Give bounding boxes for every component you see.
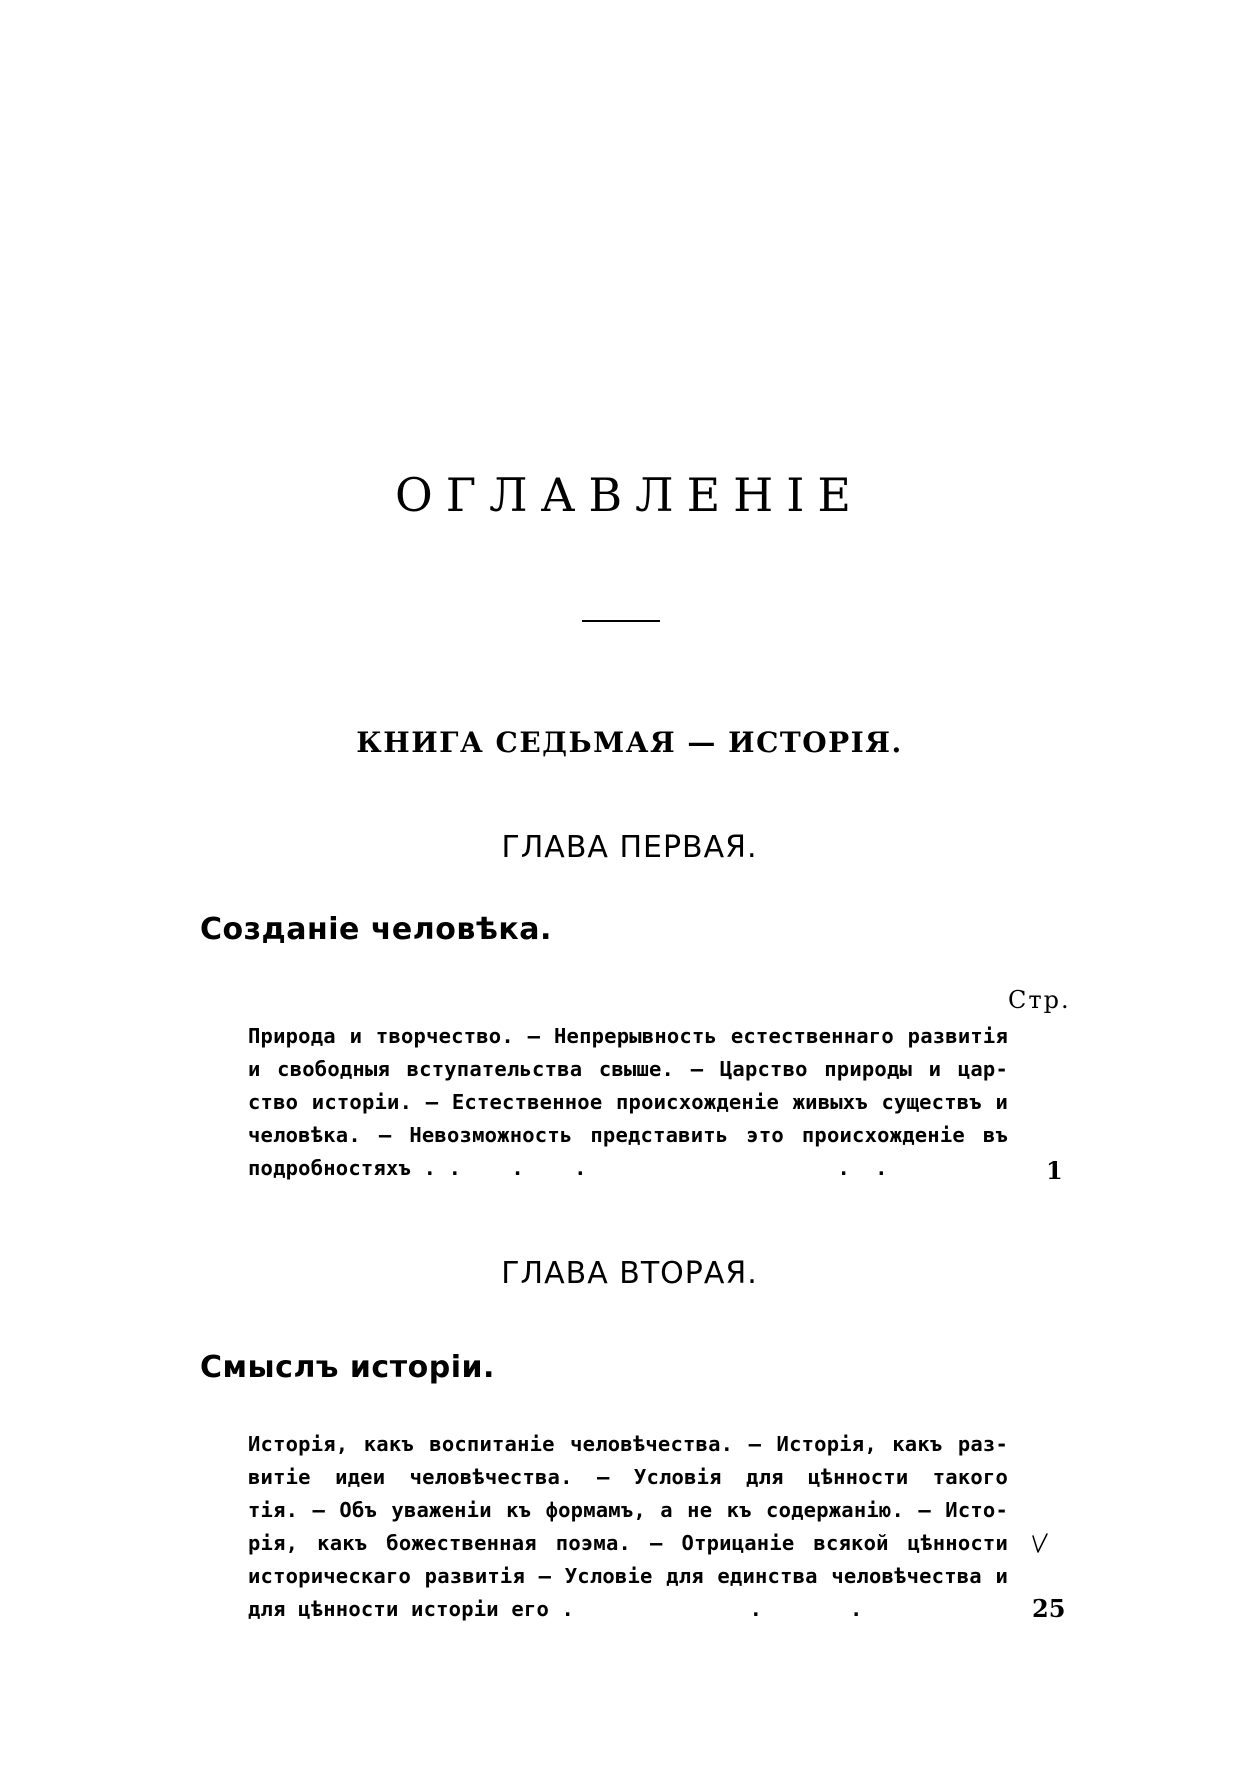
summary-line: ство исторіи. — Естественное происхожденіе живыхъ существъ и	[248, 1090, 1008, 1114]
summary-line: витіе идеи человѣчества. — Условія для цѣнности такого	[248, 1465, 1008, 1489]
chapter-heading: ГЛАВА ПЕРВАЯ.	[501, 830, 758, 865]
chapter-summary	[248, 1020, 1008, 1185]
book-heading: КНИГА СЕДЬМАЯ — ИСТОРІЯ.	[356, 726, 903, 759]
page-title: ОГЛАВЛЕНІЕ	[394, 468, 865, 522]
summary-line: Природа и творчество. — Непрерывность естественнаго развитія	[248, 1024, 1008, 1048]
summary-line: рія, какъ божественная поэма. — Отрицаніе всякой цѣнности	[248, 1531, 1008, 1555]
page-number: 1	[1046, 1156, 1063, 1185]
summary-line: и свободныя вступательства свыше. — Царство природы и цар-	[248, 1057, 1008, 1081]
summary-line: Исторія, какъ воспитаніе человѣчества. — Исторія, какъ раз-	[248, 1432, 1008, 1456]
page-number: 25	[1032, 1594, 1066, 1623]
summary-line: для цѣнности исторіи его . . .	[248, 1597, 863, 1621]
chapter-summary	[248, 1428, 1008, 1626]
chapter-heading: ГЛАВА ВТОРАЯ.	[501, 1256, 758, 1291]
section-title: Созданіе человѣка.	[200, 912, 552, 947]
summary-line: подробностяхъ . . . . . .	[248, 1156, 888, 1180]
title-divider	[582, 620, 660, 622]
summary-line: историческаго развитія — Условіе для единства человѣчества и	[248, 1564, 1008, 1588]
page-column-label: Стр.	[1008, 986, 1071, 1014]
summary-line: человѣка. — Невозможность представить это происхожденіе въ	[248, 1123, 1008, 1147]
check-mark-icon	[1030, 1532, 1050, 1556]
summary-line: тія. — Объ уваженіи къ формамъ, а не къ содержанію. — Исто-	[248, 1498, 1008, 1522]
section-title: Смыслъ исторіи.	[200, 1350, 495, 1385]
